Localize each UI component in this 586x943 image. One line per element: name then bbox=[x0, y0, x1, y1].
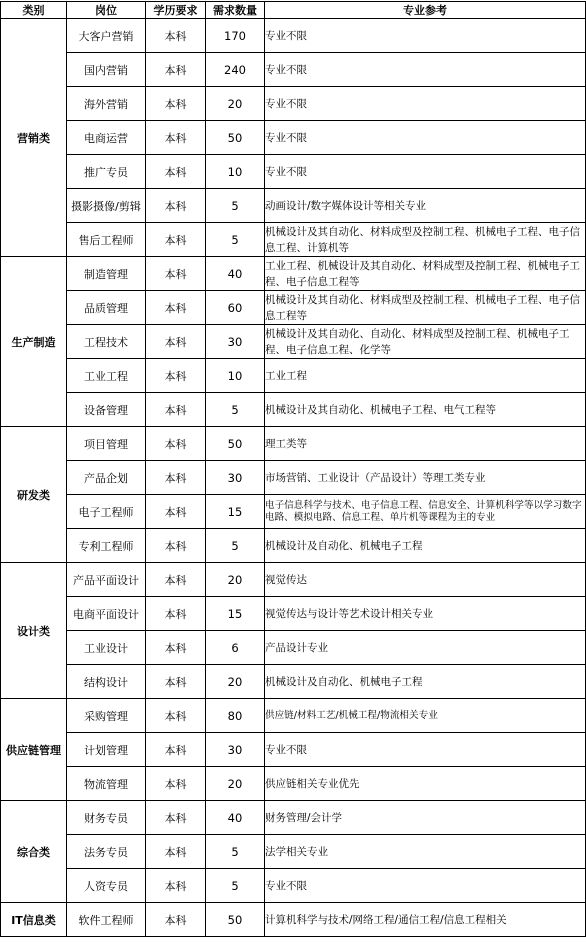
position-cell: 售后工程师 bbox=[67, 223, 146, 257]
major-cell: 专业不限 bbox=[265, 155, 586, 189]
count-cell: 5 bbox=[206, 189, 265, 223]
table-row bbox=[1, 19, 586, 53]
major-cell: 法学相关专业 bbox=[265, 835, 586, 869]
position-cell: 国内营销 bbox=[67, 53, 146, 87]
education-cell: 本科 bbox=[146, 155, 206, 189]
education-cell: 本科 bbox=[146, 903, 206, 937]
position-cell: 大客户营销 bbox=[67, 19, 146, 53]
table-row bbox=[1, 631, 586, 665]
education-cell: 本科 bbox=[146, 529, 206, 563]
count-cell: 6 bbox=[206, 631, 265, 665]
position-cell: 计划管理 bbox=[67, 733, 146, 767]
table-row bbox=[1, 801, 586, 835]
education-cell: 本科 bbox=[146, 223, 206, 257]
count-cell: 10 bbox=[206, 359, 265, 393]
major-cell: 机械设计及自动化、机械电子工程 bbox=[265, 529, 586, 563]
education-cell: 本科 bbox=[146, 665, 206, 699]
category-cell: IT信息类 bbox=[1, 903, 67, 937]
education-cell: 本科 bbox=[146, 767, 206, 801]
count-cell: 20 bbox=[206, 767, 265, 801]
education-cell: 本科 bbox=[146, 461, 206, 495]
header-count: 需求数量 bbox=[206, 2, 265, 19]
table-row bbox=[1, 461, 586, 495]
education-cell: 本科 bbox=[146, 257, 206, 291]
table-row bbox=[1, 121, 586, 155]
position-cell: 项目管理 bbox=[67, 427, 146, 461]
education-cell: 本科 bbox=[146, 53, 206, 87]
header-position: 岗位 bbox=[67, 2, 146, 19]
count-cell: 170 bbox=[206, 19, 265, 53]
major-cell: 市场营销、工业设计（产品设计）等理工类专业 bbox=[265, 461, 586, 495]
education-cell: 本科 bbox=[146, 427, 206, 461]
count-cell: 20 bbox=[206, 87, 265, 121]
count-cell: 50 bbox=[206, 903, 265, 937]
table-row bbox=[1, 733, 586, 767]
major-cell: 工业工程 bbox=[265, 359, 586, 393]
position-cell: 财务专员 bbox=[67, 801, 146, 835]
major-cell: 专业不限 bbox=[265, 87, 586, 121]
count-cell: 15 bbox=[206, 597, 265, 631]
position-cell: 产品企划 bbox=[67, 461, 146, 495]
major-cell: 工业工程、机械设计及其自动化、材料成型及控制工程、机械电子工程、电子信息工程等 bbox=[265, 257, 586, 291]
position-cell: 法务专员 bbox=[67, 835, 146, 869]
category-cell: 研发类 bbox=[1, 427, 67, 563]
position-cell: 海外营销 bbox=[67, 87, 146, 121]
position-cell: 电商平面设计 bbox=[67, 597, 146, 631]
education-cell: 本科 bbox=[146, 359, 206, 393]
position-cell: 摄影摄像/剪辑 bbox=[67, 189, 146, 223]
major-cell: 专业不限 bbox=[265, 869, 586, 903]
count-cell: 30 bbox=[206, 325, 265, 359]
table-row bbox=[1, 835, 586, 869]
education-cell: 本科 bbox=[146, 189, 206, 223]
education-cell: 本科 bbox=[146, 121, 206, 155]
count-cell: 50 bbox=[206, 427, 265, 461]
position-cell: 工业工程 bbox=[67, 359, 146, 393]
table-row bbox=[1, 427, 586, 461]
table-row bbox=[1, 495, 586, 529]
table-row bbox=[1, 155, 586, 189]
education-cell: 本科 bbox=[146, 733, 206, 767]
count-cell: 80 bbox=[206, 699, 265, 733]
table-row bbox=[1, 529, 586, 563]
education-cell: 本科 bbox=[146, 631, 206, 665]
position-cell: 人资专员 bbox=[67, 869, 146, 903]
major-cell: 财务管理/会计学 bbox=[265, 801, 586, 835]
position-cell: 电商运营 bbox=[67, 121, 146, 155]
education-cell: 本科 bbox=[146, 869, 206, 903]
count-cell: 15 bbox=[206, 495, 265, 529]
count-cell: 240 bbox=[206, 53, 265, 87]
table-header-row bbox=[1, 2, 586, 19]
table-row bbox=[1, 359, 586, 393]
position-cell: 工业设计 bbox=[67, 631, 146, 665]
major-cell: 视觉传达 bbox=[265, 563, 586, 597]
table-row bbox=[1, 393, 586, 427]
major-cell: 机械设计及其自动化、机械电子工程、电气工程等 bbox=[265, 393, 586, 427]
table-row bbox=[1, 53, 586, 87]
table-body bbox=[1, 19, 586, 937]
count-cell: 5 bbox=[206, 223, 265, 257]
major-cell: 专业不限 bbox=[265, 121, 586, 155]
count-cell: 5 bbox=[206, 869, 265, 903]
major-cell: 视觉传达与设计等艺术设计相关专业 bbox=[265, 597, 586, 631]
position-cell: 工程技术 bbox=[67, 325, 146, 359]
major-cell: 产品设计专业 bbox=[265, 631, 586, 665]
major-cell: 专业不限 bbox=[265, 733, 586, 767]
major-cell: 专业不限 bbox=[265, 53, 586, 87]
job-requirements-table bbox=[0, 1, 586, 937]
position-cell: 设备管理 bbox=[67, 393, 146, 427]
position-cell: 专利工程师 bbox=[67, 529, 146, 563]
position-cell: 物流管理 bbox=[67, 767, 146, 801]
category-cell: 供应链管理 bbox=[1, 699, 67, 801]
count-cell: 40 bbox=[206, 801, 265, 835]
table-row bbox=[1, 699, 586, 733]
category-cell: 营销类 bbox=[1, 19, 67, 257]
position-cell: 结构设计 bbox=[67, 665, 146, 699]
table-row bbox=[1, 257, 586, 291]
table-row bbox=[1, 87, 586, 121]
table-row bbox=[1, 325, 586, 359]
position-cell: 产品平面设计 bbox=[67, 563, 146, 597]
major-cell: 专业不限 bbox=[265, 19, 586, 53]
header-education: 学历要求 bbox=[146, 2, 206, 19]
count-cell: 10 bbox=[206, 155, 265, 189]
count-cell: 20 bbox=[206, 665, 265, 699]
education-cell: 本科 bbox=[146, 495, 206, 529]
major-cell: 机械设计及其自动化、自动化、材料成型及控制工程、机械电子工程、电子信息工程、化学等 bbox=[265, 325, 586, 359]
education-cell: 本科 bbox=[146, 563, 206, 597]
category-cell: 综合类 bbox=[1, 801, 67, 903]
position-cell: 推广专员 bbox=[67, 155, 146, 189]
education-cell: 本科 bbox=[146, 325, 206, 359]
education-cell: 本科 bbox=[146, 699, 206, 733]
table-row bbox=[1, 869, 586, 903]
count-cell: 40 bbox=[206, 257, 265, 291]
education-cell: 本科 bbox=[146, 291, 206, 325]
major-cell: 供应链/材料工艺/机械工程/物流相关专业 bbox=[265, 699, 586, 733]
position-cell: 制造管理 bbox=[67, 257, 146, 291]
header-major: 专业参考 bbox=[265, 2, 586, 19]
education-cell: 本科 bbox=[146, 597, 206, 631]
education-cell: 本科 bbox=[146, 393, 206, 427]
table-row bbox=[1, 563, 586, 597]
count-cell: 50 bbox=[206, 121, 265, 155]
position-cell: 品质管理 bbox=[67, 291, 146, 325]
major-cell: 机械设计及其自动化、材料成型及控制工程、机械电子工程、电子信息工程、计算机等 bbox=[265, 223, 586, 257]
table-row bbox=[1, 223, 586, 257]
major-cell: 机械设计及自动化、机械电子工程 bbox=[265, 665, 586, 699]
table-row bbox=[1, 767, 586, 801]
position-cell: 软件工程师 bbox=[67, 903, 146, 937]
category-cell: 生产制造 bbox=[1, 257, 67, 427]
education-cell: 本科 bbox=[146, 801, 206, 835]
count-cell: 20 bbox=[206, 563, 265, 597]
category-cell: 设计类 bbox=[1, 563, 67, 699]
table-row bbox=[1, 189, 586, 223]
table-row bbox=[1, 903, 586, 937]
header-category: 类别 bbox=[1, 2, 67, 19]
count-cell: 30 bbox=[206, 461, 265, 495]
count-cell: 5 bbox=[206, 835, 265, 869]
major-cell: 电子信息科学与技术、电子信息工程、信息安全、计算机科学等以学习数字电路、模拟电路、信息工程、单片机等课程为主的专业 bbox=[265, 495, 586, 529]
count-cell: 60 bbox=[206, 291, 265, 325]
table-row bbox=[1, 665, 586, 699]
major-cell: 动画设计/数字媒体设计等相关专业 bbox=[265, 189, 586, 223]
table-row bbox=[1, 291, 586, 325]
position-cell: 电子工程师 bbox=[67, 495, 146, 529]
table-row bbox=[1, 597, 586, 631]
education-cell: 本科 bbox=[146, 87, 206, 121]
count-cell: 30 bbox=[206, 733, 265, 767]
major-cell: 机械设计及其自动化、材料成型及控制工程、机械电子工程、电子信息工程等 bbox=[265, 291, 586, 325]
major-cell: 计算机科学与技术/网络工程/通信工程/信息工程相关 bbox=[265, 903, 586, 937]
education-cell: 本科 bbox=[146, 19, 206, 53]
major-cell: 供应链相关专业优先 bbox=[265, 767, 586, 801]
position-cell: 采购管理 bbox=[67, 699, 146, 733]
education-cell: 本科 bbox=[146, 835, 206, 869]
major-cell: 理工类等 bbox=[265, 427, 586, 461]
count-cell: 5 bbox=[206, 529, 265, 563]
count-cell: 5 bbox=[206, 393, 265, 427]
